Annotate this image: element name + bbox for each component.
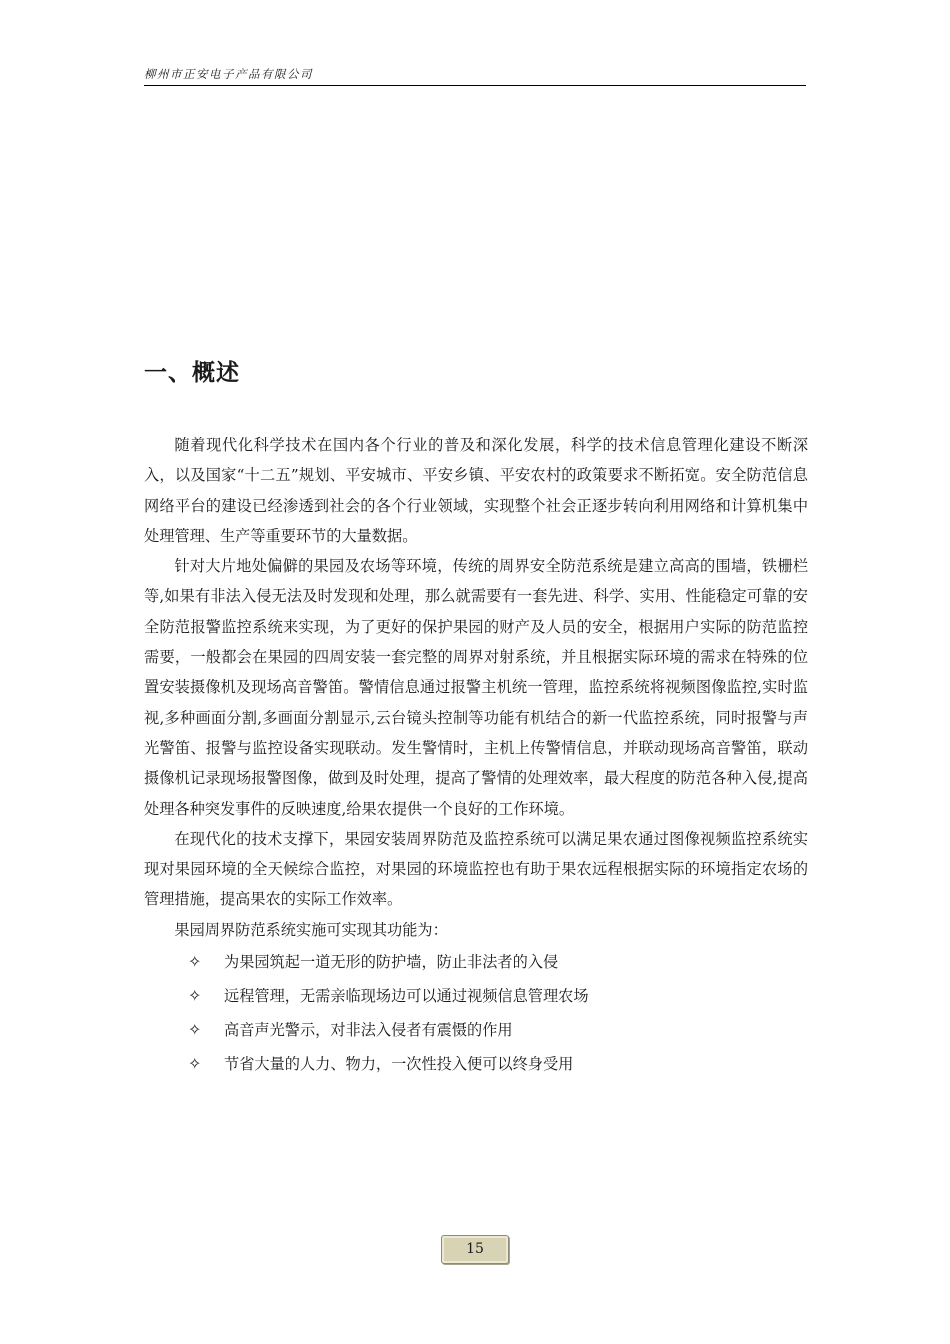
company-name: 柳州市正安电子产品有限公司 xyxy=(144,67,313,81)
list-item xyxy=(144,945,808,979)
page-header xyxy=(144,66,806,86)
function-list xyxy=(144,945,808,1081)
sparkle-bullet-icon: ✧ xyxy=(188,1054,202,1074)
list-item-text: 节省大量的人力、物力，一次性投入便可以终身受用 xyxy=(224,1055,574,1074)
body-text xyxy=(144,430,808,1081)
page-number: 15 xyxy=(441,1235,509,1264)
list-item-text: 远程管理，无需亲临现场边可以通过视频信息管理农场 xyxy=(224,987,589,1006)
paragraph-perimeter-system: 针对大片地处偏僻的果园及农场等环境，传统的周界安全防范系统是建立高高的围墙，铁栅栏等,如果有非法入侵无法及时发现和处理，那么就需要有一套先进、科学、实用、性能稳定可靠的安全防范报警监控系统来实现，为了更好的保护果园的财产及人员的安全，根据用户实际的防范监控需要，一般都会在果园的四周安装一套完整的周界对射系统，并且根据实际环境的需求在特殊的位置安装摄像机及现场高音警笛。警情信息通过报警主机统一管理，监控系统将视频图像监控,实时监视,多种画面分割,多画面分割显示,云台镜头控制等功能有机结合的新一代监控系统，同时报警与声光警笛、报警与监控设备实现联动。发生警情时，主机上传警情信息，并联动现场高音警笛，联动摄像机记录现场报警图像，做到及时处理，提高了警情的处理效率，最大程度的防范各种入侵,提高处理各种突发事件的反映速度,给果农提供一个良好的工作环境。 xyxy=(144,557,808,818)
list-item xyxy=(144,979,808,1013)
list-item xyxy=(144,1047,808,1081)
paragraph-functions-intro: 果园周界防范系统实施可实现其功能为： xyxy=(174,920,448,939)
list-item-text: 高音声光警示，对非法入侵者有震慑的作用 xyxy=(224,1021,513,1040)
paragraph-technical-support: 在现代化的技术支撑下，果园安装周界防范及监控系统可以满足果农通过图像视频监控系统实现对果园环境的全天候综合监控，对果园的环境监控也有助于果农远程根据实际的环境指定农场的管理措施，提高果农的实际工作效率。 xyxy=(144,829,808,909)
list-item xyxy=(144,1013,808,1047)
sparkle-bullet-icon: ✧ xyxy=(188,952,202,972)
section-title: 一、概述 xyxy=(144,360,240,386)
sparkle-bullet-icon: ✧ xyxy=(188,986,202,1006)
sparkle-bullet-icon: ✧ xyxy=(188,1020,202,1040)
list-item-text: 为果园筑起一道无形的防护墙，防止非法者的入侵 xyxy=(224,953,559,972)
paragraph-intro: 随着现代化科学技术在国内各个行业的普及和深化发展，科学的技术信息管理化建设不断深入，以及国家“十二五”规划、平安城市、平安乡镇、平安农村的政策要求不断拓宽。安全防范信息网络平台的建设已经渗透到社会的各个行业领域，实现整个社会正逐步转向利用网络和计算机集中处理管理、生产等重要环节的大量数据。 xyxy=(144,436,808,545)
